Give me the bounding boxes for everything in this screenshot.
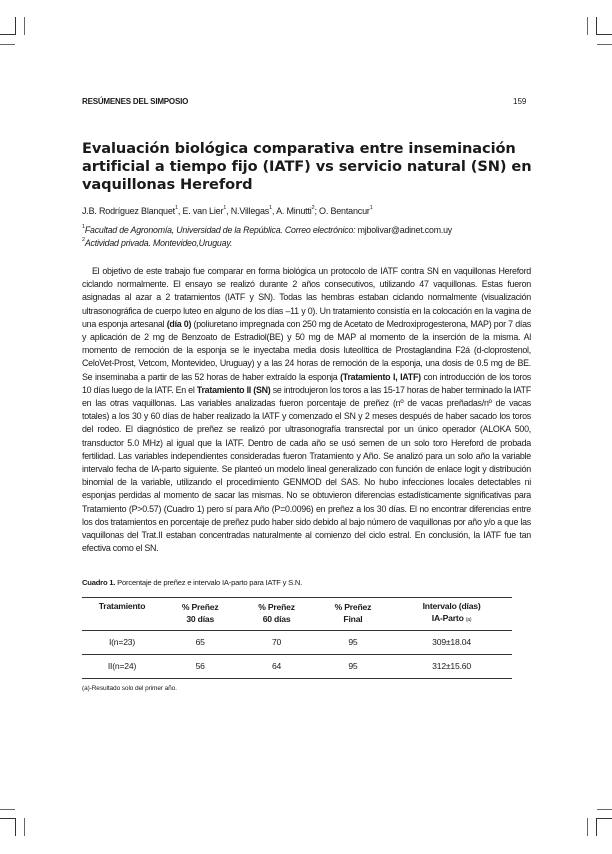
table-row	[82, 655, 512, 679]
crop-mark	[597, 44, 612, 45]
email-link[interactable]: mjbolivar@adinet.com.uy	[355, 225, 452, 235]
crop-mark	[587, 818, 588, 836]
author-separator: ,	[177, 206, 183, 216]
author-separator: ;	[314, 206, 320, 216]
table-header-row	[82, 598, 512, 631]
body-text-segment: (poliuretano impregnada con 250 mg de Acetato de Medroxiprogesterona, MAP) por 7 días y aplicación de 2 mg de Benzoato de Estradiol(BE) y 50 mg de MAP al momento de la inserción de la misma. Al momento de remoción de la esponja se le inyectaba media dosis luteolítica de Prostaglandina F2á (d-cloprostenol, CeloVet-Prost, Vetcom, Montevideo, Uruguay) y a las 24 horas de remoción de la esponja, una dosis de 0.5 mg de BE. Se inseminaba a partir de las 52 horas de haber extraído la esponja	[82, 318, 531, 382]
crop-mark	[15, 17, 16, 35]
crop-mark	[0, 44, 15, 45]
crop-mark	[597, 34, 612, 35]
header-prenez-final: % Preñez Final	[315, 598, 391, 631]
crop-mark	[597, 809, 612, 810]
author-separator: ,	[226, 206, 231, 216]
cell-tratamiento: II(n=24)	[82, 655, 162, 679]
cell-prenez-final: 95	[315, 631, 391, 655]
article-title: Evaluación biológica comparativa entre inseminación artificial a tiempo fijo (IATF) vs servicio natural (SN) en vaquillonas Hereford	[82, 140, 532, 193]
author-list	[82, 206, 373, 216]
affiliation-1	[82, 225, 452, 235]
emphasis-text: Tratamiento II (SN)	[196, 384, 271, 395]
header-tratamiento: Tratamiento	[82, 598, 162, 631]
cell-prenez-30: 65	[162, 631, 238, 655]
cell-tratamiento: I(n=23)	[82, 631, 162, 655]
author-separator: ,	[271, 206, 277, 216]
author-name: O. Bentancur	[319, 206, 370, 216]
author-name: A. Minutti	[276, 206, 312, 216]
crop-mark	[596, 17, 597, 35]
crop-mark	[0, 34, 15, 35]
header-prenez-60: % Preñez 60 días	[238, 598, 314, 631]
author-affiliation-marker: 1	[174, 205, 178, 211]
emphasis-text: (Tratamiento I, IATF)	[340, 371, 421, 382]
abstract-body	[82, 265, 531, 555]
table-row	[82, 631, 512, 655]
cell-prenez-60: 64	[238, 655, 314, 679]
crop-mark	[597, 818, 612, 819]
crop-mark	[587, 17, 588, 35]
author-affiliation-marker: 1	[223, 205, 227, 211]
results-table	[82, 597, 512, 679]
cell-prenez-final: 95	[315, 655, 391, 679]
affiliation-marker: 1	[82, 224, 85, 230]
header-intervalo: Intervalo (días) IA-Parto (a)	[391, 598, 512, 631]
table-footnote: (a)-Resultado solo del primer año.	[82, 685, 177, 692]
affiliation-marker: 2	[82, 237, 85, 243]
header-prenez-30: % Preñez 30 días	[162, 598, 238, 631]
table-caption-text: Porcentaje de preñez e intervalo IA-parto para IATF y S.N.	[115, 578, 303, 587]
affiliation-2	[82, 238, 232, 248]
affiliation-text: Actividad privada. Montevideo,Uruguay.	[84, 238, 233, 248]
author-name: E. van Lier	[182, 206, 224, 216]
cell-prenez-60: 70	[238, 631, 314, 655]
author-affiliation-marker: 1	[369, 205, 373, 211]
author-name: N.Villegas	[230, 206, 270, 216]
cell-intervalo: 312±15.60	[391, 655, 512, 679]
author-name: J.B. Rodríguez Blanquet	[82, 206, 175, 216]
cell-intervalo: 309±18.04	[391, 631, 512, 655]
author-affiliation-marker: 2	[311, 205, 315, 211]
author-affiliation-marker: 1	[269, 205, 272, 211]
body-text-segment: con introducción de los toros 10 días luego de la IATF. En el	[82, 371, 531, 395]
body-text-segment: El objetivo de este trabajo fue comparar en forma biológica un protocolo de IATF contra SN en vaquillonas Hereford ciclando normalmente. El ensayo se realizó durante 2 años consecutivos, utilizando 47 vaquillonas. Estas fueron asignadas al azar a 2 tratamientos (IATF y SN). Todas las hembras estaban ciclando normalmente (visualización ultrasonográfica de cuerpo luteo en alguno de los días –11 y 0). Un tratamiento consistía en la colocación en la vagina de una esponja artesanal	[82, 266, 531, 329]
crop-mark	[0, 818, 15, 819]
table-caption	[82, 578, 302, 587]
crop-mark	[24, 818, 25, 836]
crop-mark	[24, 17, 25, 35]
page-number: 159	[513, 97, 527, 106]
cell-prenez-30: 56	[162, 655, 238, 679]
table-caption-label: Cuadro 1.	[82, 578, 116, 587]
body-text-segment: se introdujeron los toros a las 15-17 horas de haber terminado la IATF en las otras vaquillonas. Las variables analizadas fueron porcentaje de preñez (nº de vacas preñadas/nº de vacas totales) a los 30 y 60 días de haber realizado la IATF y comenzado el SN y 2 meses después de haber sacado los toros del rodeo. El diagnóstico de preñez se realizó por ultrasonografía transrectal por un único operador (ALOKA 500, transductor 5.0 MHz) al igual que la IATF. Dentro de cada año se usó semen de un solo toro Hereford de probada fertilidad. Las variables independientes consideradas fueron Tratamiento y Año. Se analizó para un solo año la variable intervalo fecha de IA-parto siguiente. Se planteó un modelo lineal generalizado con función de enlace logit y distribución binomial de la variable, utilizando el procedimiento GENMOD del SAS. No hubo infecciones locales detectables ni esponjas perdidas al momento de sacar las mismas. No se obtuvieron diferencias estadísticamente significativas para Tratamiento (P>0.57) (Cuadro 1) pero sí para Año (P=0.0096) en preñez a los 30 días. El no encontrar diferencias entre los dos tratamientos en porcentaje de preñez pudo haber sido debido al bajo número de vaquillonas por año y/o a que las vaquillonas del Trat.II estaban concentradas naturalmente al comienzo del ciclo estral. En conclusión, la IATF fue tan efectiva como el SN.	[82, 384, 531, 554]
emphasis-text: (día 0)	[166, 318, 192, 329]
running-head: RESÚMENES DEL SIMPOSIO	[82, 97, 189, 106]
crop-mark	[596, 818, 597, 836]
crop-mark	[0, 809, 15, 810]
crop-mark	[15, 818, 16, 836]
affiliation-text: Facultad de Agronomía, Universidad de la República. Correo electrónico:	[84, 225, 356, 235]
